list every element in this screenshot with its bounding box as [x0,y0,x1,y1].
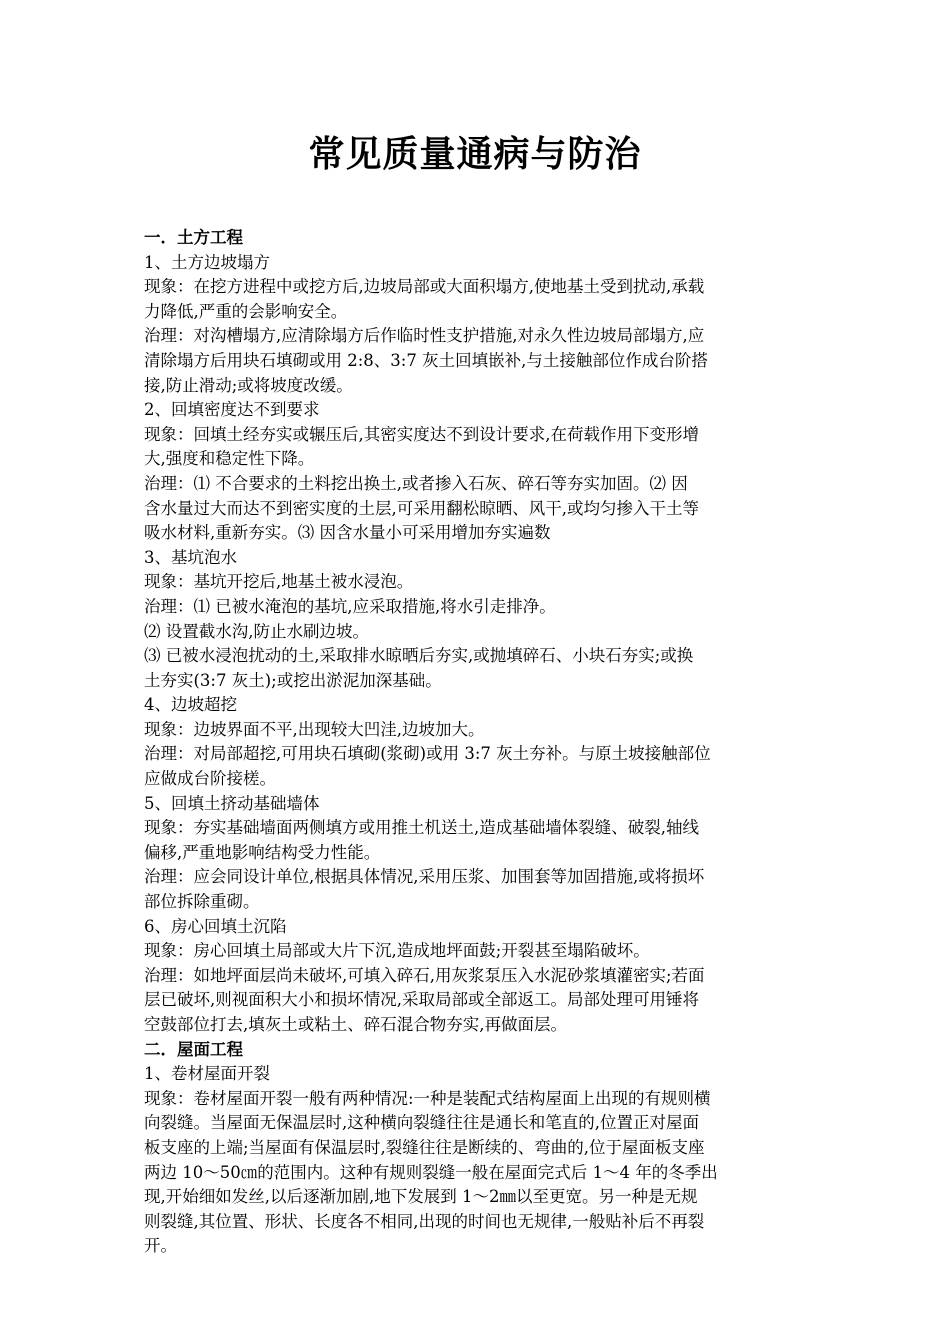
item-heading: 5、回填土挤动基础墙体 [144,793,320,813]
paragraph-line: 治理：如地坪面层尚未破坏,可填入碎石,用灰浆泵压入水泥砂浆填灌密实;若面 [144,965,705,985]
item-heading: 4、边坡超挖 [144,695,237,715]
document-body [144,226,812,1259]
paragraph-line: 现象：在挖方进程中或挖方后,边坡局部或大面积塌方,使地基土受到扰动,承载 [144,277,705,297]
item-heading: 1、土方边坡塌方 [144,252,270,272]
paragraph-line: 现象：房心回填土局部或大片下沉,造成地坪面鼓;开裂甚至塌陷破坏。 [144,941,650,961]
paragraph-line: 偏移,严重地影响结构受力性能。 [144,842,381,862]
paragraph-line: ⑶ 已被水浸泡扰动的土,采取排水晾晒后夯实,或抛填碎石、小块石夯实;或换 [144,646,694,666]
paragraph-line: 现象：回填土经夯实或辗压后,其密实度达不到设计要求,在荷载作用下变形增 [144,424,699,444]
paragraph-line: 力降低,严重的会影响安全。 [144,301,348,321]
paragraph-line: ⑵ 设置截水沟,防止水刷边坡。 [144,621,369,641]
paragraph-line: 治理：⑴ 不合要求的土料挖出换土,或者掺入石灰、碎石等夯实加固。⑵ 因 [144,473,688,493]
paragraph-line: 接,防止滑动;或将坡度改缓。 [144,375,353,395]
paragraph-line: 大,强度和稳定性下降。 [144,449,315,469]
paragraph-line: 治理：对局部超挖,可用块石填砌(浆砌)或用 3:7 灰土夯补。与原土坡接触部位 [144,744,711,764]
paragraph-line: 板支座的上端;当屋面有保温层时,裂缝往往是断续的、弯曲的,位于屋面板支座 [144,1137,705,1157]
paragraph-line: 向裂缝。当屋面无保温层时,这种横向裂缝往往是通长和笔直的,位置正对屋面 [144,1113,699,1133]
paragraph-line: 含水量过大而达不到密实度的土层,可采用翻松晾晒、风干,或均匀掺入干土等 [144,498,699,518]
page-title: 常见质量通病与防治 [308,133,642,175]
section-heading: 二．屋面工程 [144,1039,243,1059]
paragraph-line: 土夯实(3:7 灰土);或挖出淤泥加深基础。 [144,670,442,690]
item-heading: 1、卷材屋面开裂 [144,1064,270,1084]
paragraph-line: 现象：夯实基础墙面两侧填方或用推土机送土,造成基础墙体裂缝、破裂,轴线 [144,818,699,838]
paragraph-line: 现象：卷材屋面开裂一般有两种情况:一种是装配式结构屋面上出现的有规则横 [144,1088,711,1108]
paragraph-line: 现象：边坡界面不平,出现较大凹洼,边坡加大。 [144,719,485,739]
paragraph-line: 治理：⑴ 已被水淹泡的基坑,应采取措施,将水引走排净。 [144,596,556,616]
paragraph-line: 现象：基坑开挖后,地基土被水浸泡。 [144,572,414,592]
section-heading: 一．土方工程 [144,228,243,247]
paragraph-line: 治理：应会同设计单位,根据具体情况,采用压浆、加围套等加固措施,或将损坏 [144,867,705,887]
paragraph-line: 部位拆除重砌。 [144,892,260,912]
paragraph-line: 则裂缝,其位置、形状、长度各不相同,出现的时间也无规律,一般贴补后不再裂 [144,1211,705,1231]
item-heading: 3、基坑泡水 [144,547,237,567]
paragraph-line: 现,开始细如发丝,以后逐渐加剧,地下发展到 1～2㎜以至更宽。另一种是无规 [144,1187,698,1207]
paragraph-line: 治理：对沟槽塌方,应清除塌方后作临时性支护措施,对永久性边坡局部塌方,应 [144,326,705,346]
paragraph-line: 层已破坏,则视面积大小和损坏情况,采取局部或全部返工。局部处理可用锤将 [144,990,699,1010]
item-heading: 2、回填密度达不到要求 [144,400,320,420]
item-heading: 6、房心回填土沉陷 [144,916,287,936]
paragraph-line: 开。 [144,1236,177,1256]
paragraph-line: 空鼓部位打去,填灰土或粘土、碎石混合物夯实,再做面层。 [144,1015,567,1034]
paragraph-line: 清除塌方后用块石填砌或用 2:8、3:7 灰土回填嵌补,与土接触部位作成台阶搭 [144,350,708,370]
paragraph-line: 吸水材料,重新夯实。⑶ 因含水量小可采用增加夯实遍数 [144,523,551,543]
paragraph-line: 两边 10～50㎝的范围内。这种有规则裂缝一般在屋面完式后 1～4 年的冬季出 [144,1162,718,1182]
paragraph-line: 应做成台阶接槎。 [144,769,276,789]
